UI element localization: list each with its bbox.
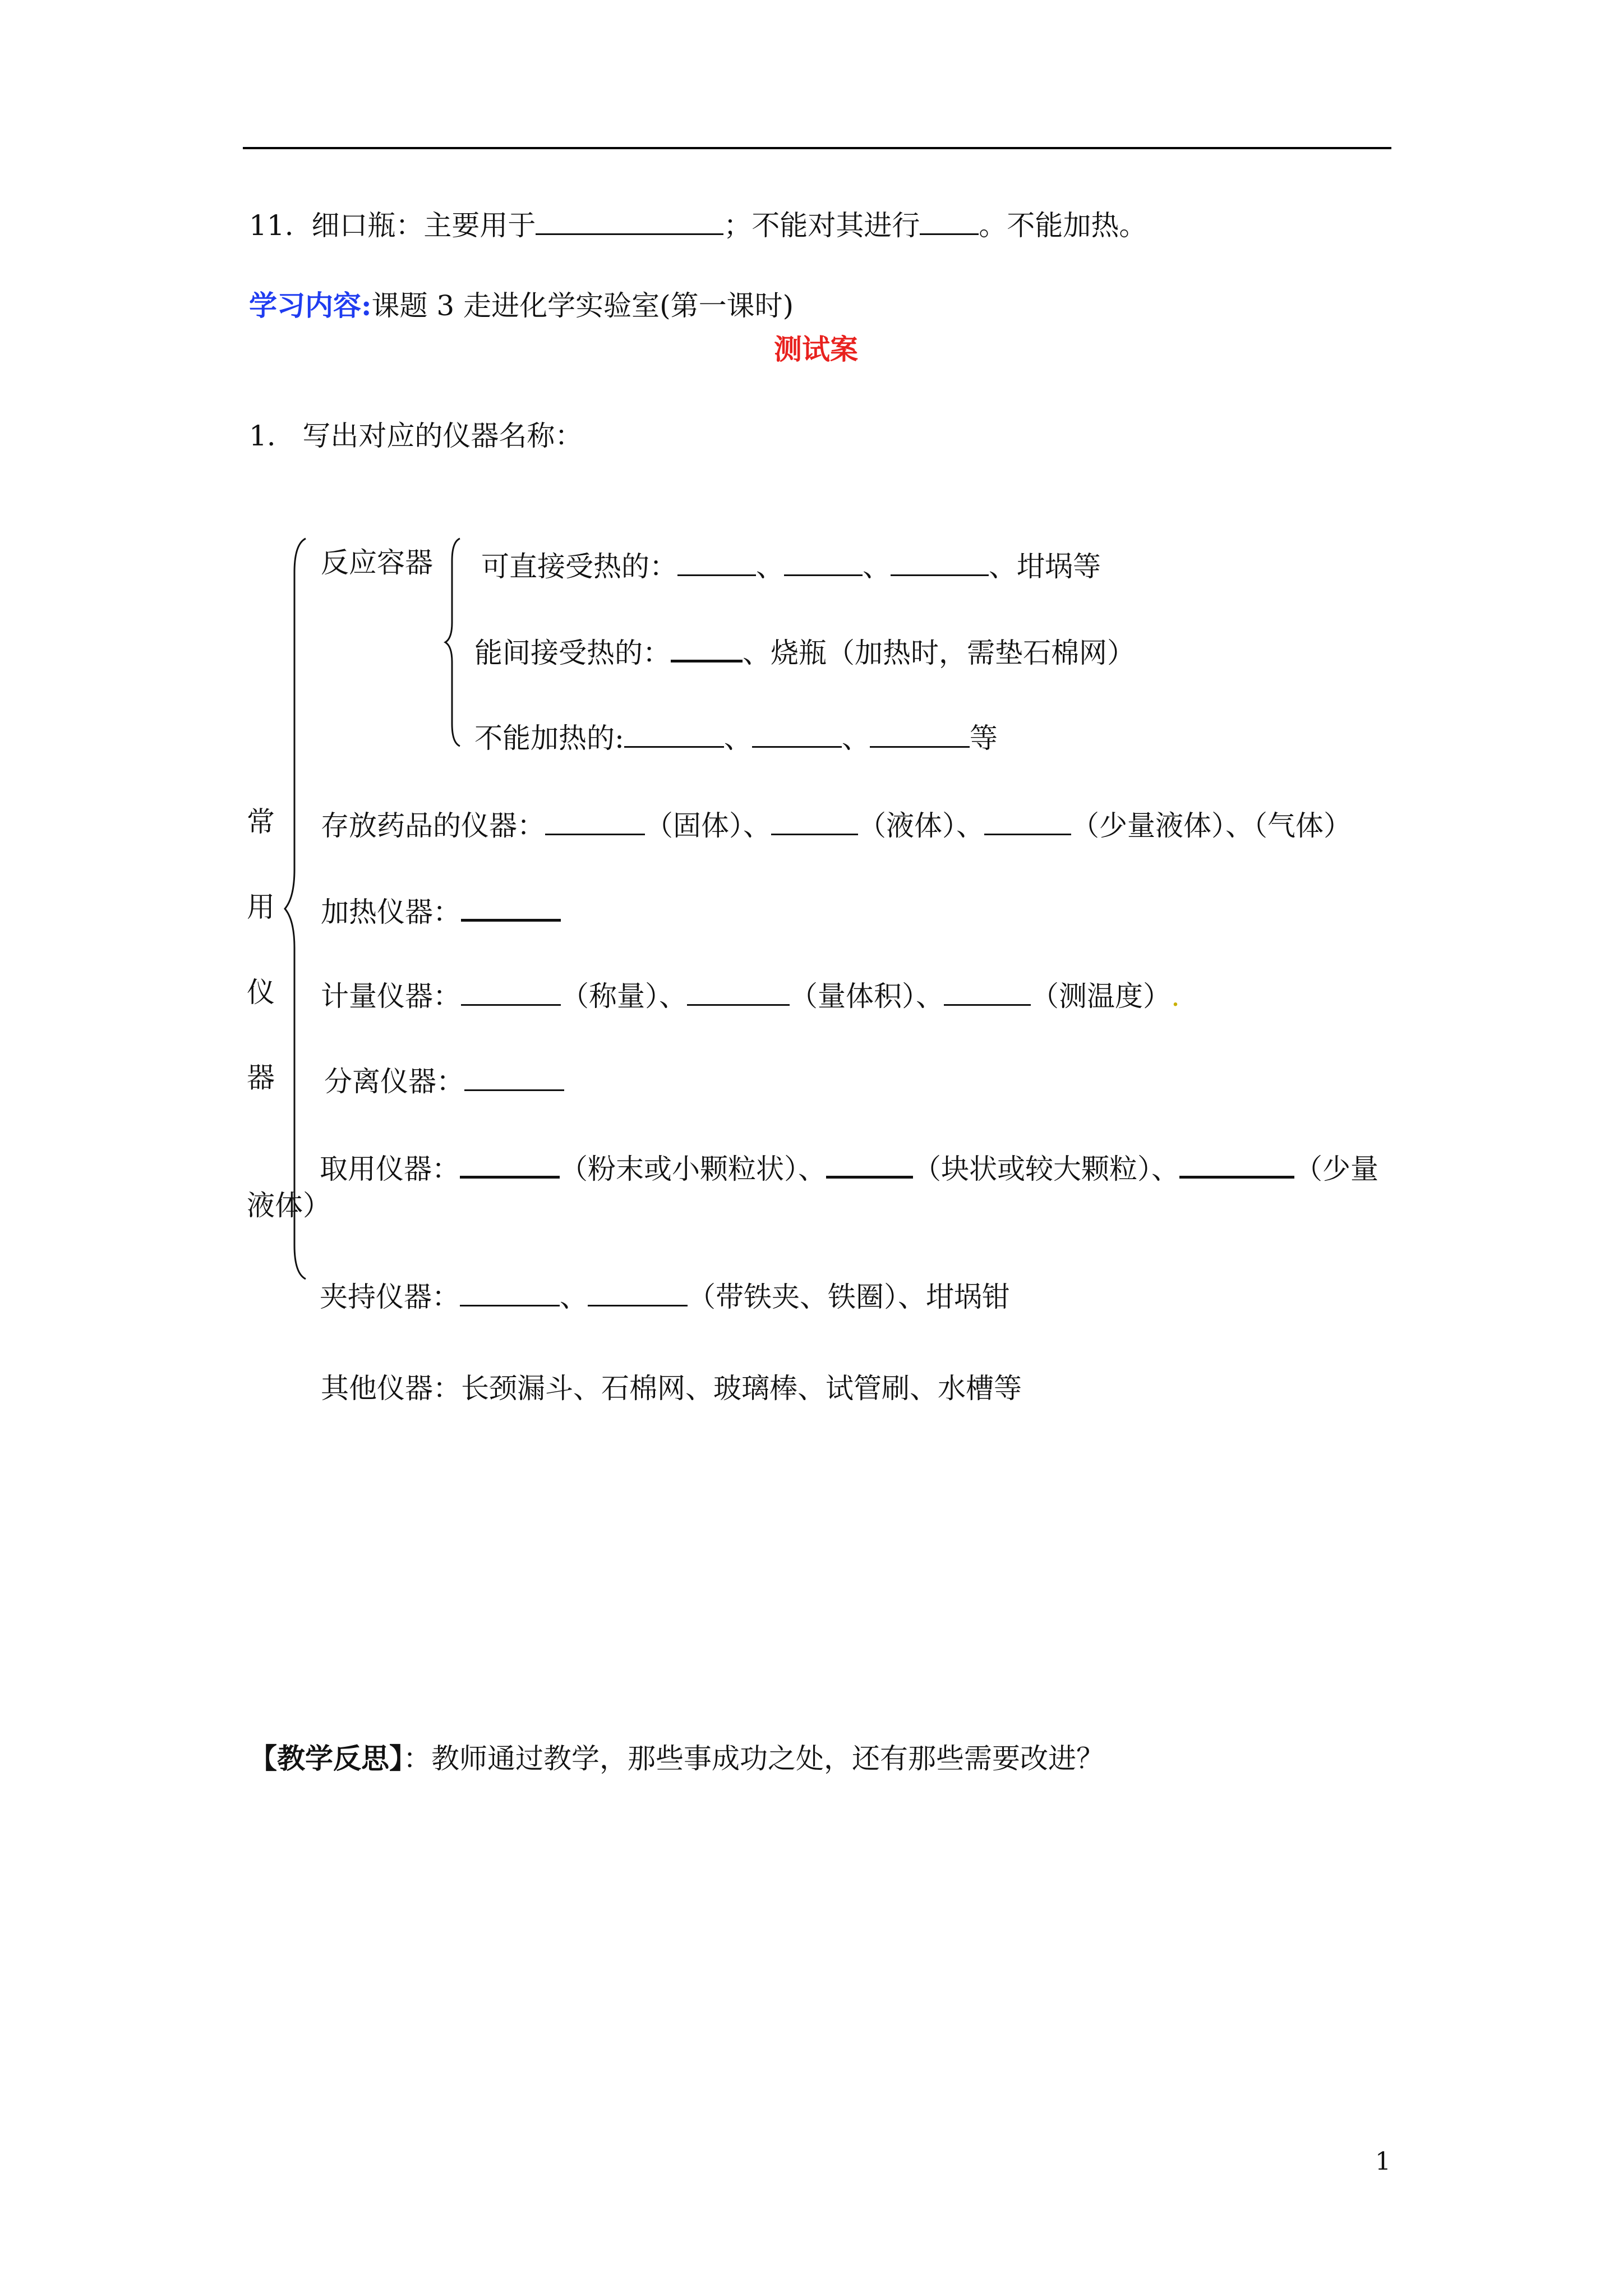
taking-block: （块状或较大颗粒）、: [913, 1153, 1179, 1185]
measuring-label: 计量仪器：: [321, 980, 461, 1013]
study-content: [249, 289, 794, 322]
taking-blank-block[interactable]: [826, 1150, 913, 1179]
reaction-label: 反应容器: [321, 546, 433, 579]
noheat-tail: 等: [969, 722, 998, 754]
taking-continuation: 液体）: [247, 1189, 331, 1222]
page-number: 1: [1375, 2147, 1391, 2176]
clamping-sep: 、: [560, 1281, 588, 1313]
main-brace: [280, 539, 320, 1279]
taking-blank-small[interactable]: [1179, 1150, 1294, 1179]
reflection-row: [249, 1742, 1104, 1775]
reflection-label: 【教学反思】: [249, 1742, 403, 1775]
storage-blank-solid[interactable]: [545, 808, 645, 835]
question-1: [249, 422, 583, 450]
direct-sep-2: 、: [863, 550, 891, 583]
clamping-blank-2[interactable]: [588, 1279, 688, 1306]
clamping-row: [320, 1279, 1010, 1311]
q11-end: 。不能加热。: [979, 209, 1147, 242]
q11-number: 11.: [249, 209, 294, 242]
noheat-label: 不能加热的:: [474, 722, 624, 754]
taking-blank-powder[interactable]: [460, 1150, 560, 1179]
measuring-weigh: （称量）、: [561, 980, 687, 1013]
direct-blank-3[interactable]: [891, 549, 989, 576]
direct-blank-1[interactable]: [677, 549, 756, 576]
section-title: 测试案: [774, 333, 858, 366]
direct-tail: 坩埚等: [1017, 550, 1101, 583]
clamping-tail: （带铁夹、铁圈）、坩埚钳: [688, 1281, 1010, 1313]
taking-powder: （粉末或小颗粒状）、: [560, 1153, 826, 1185]
reaction-direct-row: [481, 549, 1101, 581]
header-rule: [243, 147, 1391, 149]
reaction-brace: [443, 539, 471, 746]
reaction-noheat-row: [474, 720, 998, 752]
indirect-blank[interactable]: [671, 634, 743, 662]
storage-solid: （固体）、: [645, 809, 771, 842]
storage-label: 存放药品的仪器：: [321, 809, 545, 842]
stray-mark: .: [1171, 980, 1180, 1013]
noheat-blank-2[interactable]: [752, 720, 842, 748]
vertical-char-3: 仪: [247, 976, 275, 1009]
noheat-sep-2: 、: [841, 722, 870, 754]
other-row: 其他仪器：长颈漏斗、石棉网、玻璃棒、试管刷、水槽等: [321, 1372, 1022, 1405]
q11-label: 细口瓶：主要用于: [311, 209, 536, 242]
reflection-text: ：教师通过教学，那些事成功之处，还有那些需要改进？: [403, 1742, 1104, 1775]
vertical-char-2: 用: [247, 891, 275, 923]
measuring-temp: （测温度）: [1031, 980, 1171, 1013]
q11-mid: ；不能对其进行: [723, 209, 920, 242]
direct-blank-2[interactable]: [784, 549, 863, 576]
direct-sep-1: 、: [756, 550, 784, 583]
study-label: 学习内容:: [249, 289, 372, 322]
separation-row: [324, 1064, 564, 1096]
taking-row: [320, 1150, 1378, 1183]
measuring-volume: （量体积）、: [790, 980, 944, 1013]
heating-row: [321, 893, 561, 926]
q1-text: 写出对应的仪器名称：: [302, 420, 583, 452]
question-11: [249, 208, 1147, 240]
q11-blank-use[interactable]: [536, 208, 723, 235]
q11-blank-operation[interactable]: [920, 208, 979, 235]
indirect-tail: 、烧瓶（加热时，需垫石棉网）: [743, 637, 1135, 669]
clamping-label: 夹持仪器：: [320, 1281, 460, 1313]
study-text: 课题 3 走进化学实验室(第一课时): [371, 289, 794, 322]
measuring-blank-weigh[interactable]: [461, 978, 561, 1006]
heating-label: 加热仪器：: [321, 896, 461, 928]
reaction-indirect-row: [474, 634, 1135, 667]
taking-small: （少量: [1294, 1153, 1378, 1185]
separation-label: 分离仪器：: [324, 1065, 464, 1098]
storage-blank-small-liquid[interactable]: [984, 808, 1071, 835]
measuring-blank-volume[interactable]: [687, 978, 790, 1006]
storage-small-liquid: （少量液体）、（气体）: [1071, 809, 1352, 842]
vertical-char-4: 器: [247, 1061, 275, 1094]
indirect-label: 能间接受热的：: [474, 637, 671, 669]
vertical-char-1: 常: [247, 806, 275, 838]
taking-label: 取用仪器：: [320, 1153, 460, 1185]
clamping-blank-1[interactable]: [460, 1279, 560, 1306]
q1-number: 1.: [249, 420, 276, 452]
noheat-blank-3[interactable]: [870, 720, 970, 748]
noheat-blank-1[interactable]: [624, 720, 724, 748]
noheat-sep-1: 、: [723, 722, 752, 754]
storage-liquid: （液体）、: [858, 809, 984, 842]
measuring-row: [321, 978, 1180, 1013]
heating-blank[interactable]: [461, 893, 561, 922]
measuring-blank-temp[interactable]: [944, 978, 1031, 1006]
storage-blank-liquid[interactable]: [771, 808, 858, 835]
storage-row: [321, 808, 1352, 840]
direct-label: 可直接受热的：: [481, 550, 677, 583]
separation-blank[interactable]: [464, 1064, 564, 1091]
direct-sep-3: 、: [989, 550, 1017, 583]
